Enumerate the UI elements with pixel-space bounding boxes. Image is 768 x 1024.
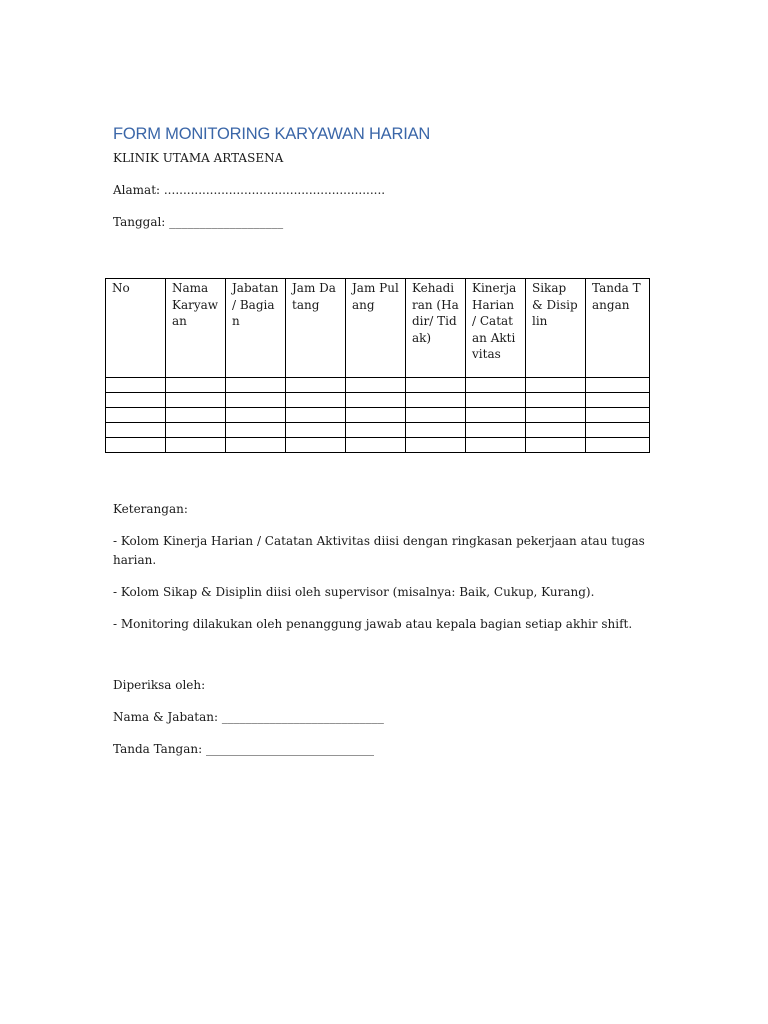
table-cell (406, 423, 466, 438)
table-cell (166, 423, 226, 438)
table-cell (406, 378, 466, 393)
table-cell (286, 393, 346, 408)
header-jabatan-bagian: Jabatan / Bagian (226, 279, 286, 378)
table-row (106, 378, 650, 393)
table-cell (166, 378, 226, 393)
table-cell (226, 393, 286, 408)
table-cell (106, 438, 166, 453)
table-cell (106, 423, 166, 438)
notes-heading: Keterangan: (113, 502, 188, 516)
table-cell (586, 393, 650, 408)
table-cell (586, 438, 650, 453)
table-body (106, 378, 650, 453)
table-cell (286, 423, 346, 438)
table-cell (286, 438, 346, 453)
clinic-name: KLINIK UTAMA ARTASENA (113, 151, 284, 165)
header-kehadiran: Kehadiran (Hadir/ Tidak) (406, 279, 466, 378)
table-cell (286, 408, 346, 423)
date-field: Tanggal: ___________________ (113, 215, 284, 229)
table-cell (346, 393, 406, 408)
note-item: - Kolom Kinerja Harian / Catatan Aktivitas diisi dengan ringkasan pekerjaan atau tugas harian. (113, 534, 645, 567)
table-cell (106, 378, 166, 393)
table-cell (586, 423, 650, 438)
table-cell (466, 378, 526, 393)
monitoring-table (105, 278, 650, 453)
table-cell (406, 393, 466, 408)
table-cell (346, 423, 406, 438)
table-header-row (106, 279, 650, 378)
table-row (106, 438, 650, 453)
table-cell (106, 408, 166, 423)
header-sikap-disiplin: Sikap & Disiplin (526, 279, 586, 378)
table-cell (466, 408, 526, 423)
notes-section (113, 500, 653, 647)
table-cell (526, 393, 586, 408)
table-cell (466, 393, 526, 408)
table-cell (286, 378, 346, 393)
table-cell (106, 393, 166, 408)
table-row (106, 408, 650, 423)
header-jam-pulang: Jam Pulang (346, 279, 406, 378)
table-cell (526, 378, 586, 393)
table-cell (346, 408, 406, 423)
table-cell (586, 378, 650, 393)
header-jam-datang: Jam Datang (286, 279, 346, 378)
table-row (106, 393, 650, 408)
table-cell (406, 438, 466, 453)
header-no: No (106, 279, 166, 378)
table-cell (526, 438, 586, 453)
header-nama-karyawan: Nama Karyawan (166, 279, 226, 378)
table-cell (226, 408, 286, 423)
table-cell (346, 378, 406, 393)
address-field: Alamat: .......................................................... (113, 183, 386, 197)
table-cell (166, 408, 226, 423)
table-cell (466, 438, 526, 453)
table-cell (586, 408, 650, 423)
table-cell (166, 393, 226, 408)
table-cell (166, 438, 226, 453)
table-cell (526, 408, 586, 423)
table-cell (406, 408, 466, 423)
checked-by-label: Diperiksa oleh: (113, 678, 206, 692)
header-tanda-tangan: Tanda Tangan (586, 279, 650, 378)
table-cell (226, 378, 286, 393)
name-position-field: Nama & Jabatan: ___________________________ (113, 710, 384, 724)
signature-field: Tanda Tangan: ____________________________ (113, 742, 374, 756)
table-row (106, 423, 650, 438)
table-cell (526, 423, 586, 438)
form-title: FORM MONITORING KARYAWAN HARIAN (113, 125, 431, 143)
table-cell (346, 438, 406, 453)
header-kinerja-harian: Kinerja Harian / Catatan Aktivitas (466, 279, 526, 378)
table-cell (226, 438, 286, 453)
table-cell (466, 423, 526, 438)
note-item: - Monitoring dilakukan oleh penanggung jawab atau kepala bagian setiap akhir shift. (113, 617, 633, 631)
table-cell (226, 423, 286, 438)
note-item: - Kolom Sikap & Disiplin diisi oleh supervisor (misalnya: Baik, Cukup, Kurang). (113, 585, 595, 599)
